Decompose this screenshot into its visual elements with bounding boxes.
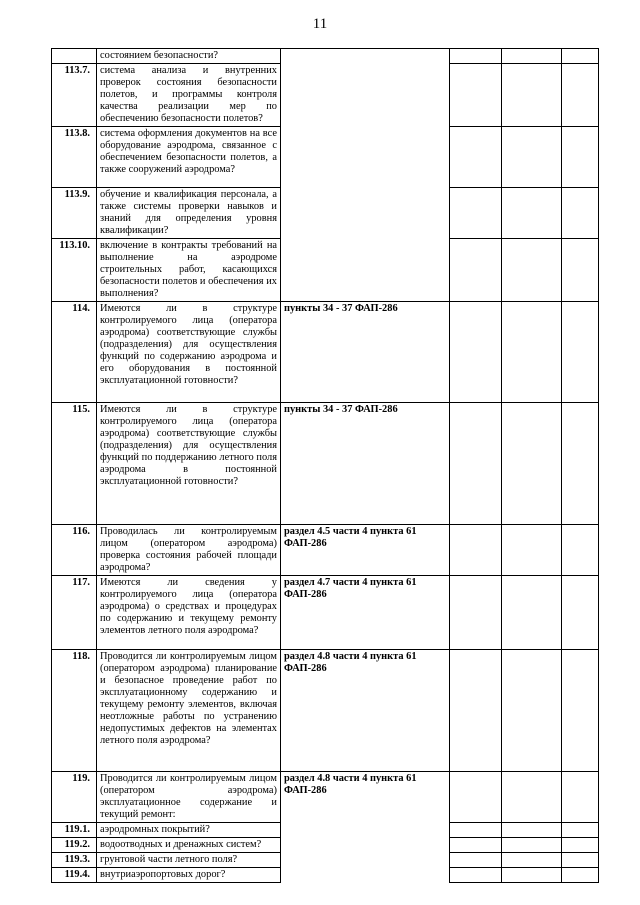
answer-cell[interactable] xyxy=(562,127,599,188)
item-number: 118. xyxy=(52,650,97,772)
table-row xyxy=(52,403,599,525)
answer-cell[interactable] xyxy=(502,823,562,838)
answer-cell[interactable] xyxy=(562,650,599,772)
answer-cell[interactable] xyxy=(502,127,562,188)
item-number: 119.4. xyxy=(52,868,97,883)
item-number xyxy=(52,49,97,64)
item-number: 119. xyxy=(52,772,97,823)
item-question: система анализа и внутренних проверок состояния безопасности полетов, и программы контроля качества реализации мер по обеспечению безопасности полетов? xyxy=(97,64,281,127)
answer-cell[interactable] xyxy=(450,525,502,576)
answer-cell[interactable] xyxy=(502,838,562,853)
answer-cell[interactable] xyxy=(502,650,562,772)
item-question: система оформления документов на все оборудование аэродрома, связанное с обеспечением безопасности полетов, а также сооружений аэродрома? xyxy=(97,127,281,188)
item-number: 114. xyxy=(52,302,97,403)
answer-cell[interactable] xyxy=(502,403,562,525)
answer-cell[interactable] xyxy=(450,302,502,403)
table-row xyxy=(52,650,599,772)
table-row xyxy=(52,525,599,576)
item-question: состоянием безопасности? xyxy=(97,49,281,64)
item-reference xyxy=(281,49,450,302)
answer-cell[interactable] xyxy=(450,853,502,868)
answer-cell[interactable] xyxy=(502,525,562,576)
item-question: грунтовой части летного поля? xyxy=(97,853,281,868)
answer-cell[interactable] xyxy=(502,868,562,883)
answer-cell[interactable] xyxy=(562,239,599,302)
answer-cell[interactable] xyxy=(450,188,502,239)
answer-cell[interactable] xyxy=(562,576,599,650)
answer-cell[interactable] xyxy=(450,823,502,838)
item-number: 116. xyxy=(52,525,97,576)
answer-cell[interactable] xyxy=(450,838,502,853)
page-number: 11 xyxy=(312,16,328,32)
answer-cell[interactable] xyxy=(562,823,599,838)
answer-cell[interactable] xyxy=(450,64,502,127)
answer-cell[interactable] xyxy=(450,49,502,64)
answer-cell[interactable] xyxy=(562,49,599,64)
answer-cell[interactable] xyxy=(450,403,502,525)
answer-cell[interactable] xyxy=(502,64,562,127)
item-number: 119.2. xyxy=(52,838,97,853)
answer-cell[interactable] xyxy=(450,868,502,883)
item-reference: раздел 4.8 части 4 пункта 61 ФАП-286 xyxy=(281,772,450,883)
item-number: 113.9. xyxy=(52,188,97,239)
table-row xyxy=(52,772,599,823)
answer-cell[interactable] xyxy=(562,838,599,853)
answer-cell[interactable] xyxy=(450,239,502,302)
item-question: внутриаэропортовых дорог? xyxy=(97,868,281,883)
answer-cell[interactable] xyxy=(502,302,562,403)
answer-cell[interactable] xyxy=(562,403,599,525)
answer-cell[interactable] xyxy=(502,188,562,239)
answer-cell[interactable] xyxy=(562,868,599,883)
table-row xyxy=(52,302,599,403)
item-number: 119.3. xyxy=(52,853,97,868)
item-number: 113.8. xyxy=(52,127,97,188)
table-row xyxy=(52,49,599,64)
answer-cell[interactable] xyxy=(562,188,599,239)
item-question: водоотводных и дренажных систем? xyxy=(97,838,281,853)
answer-cell[interactable] xyxy=(562,302,599,403)
answer-cell[interactable] xyxy=(502,576,562,650)
item-question: Проводится ли контролируемым лицом (оператором аэродрома) планирование и безопасное проведение работ по эксплуатационному содержанию и текущему ремонту элементов, включая неотложные работы по устранению недопустимых дефектов на элементах летного поля аэродрома? xyxy=(97,650,281,772)
item-number: 117. xyxy=(52,576,97,650)
answer-cell[interactable] xyxy=(450,650,502,772)
item-reference: раздел 4.8 части 4 пункта 61 ФАП-286 xyxy=(281,650,450,772)
item-number: 119.1. xyxy=(52,823,97,838)
item-number: 113.7. xyxy=(52,64,97,127)
item-question: Имеются ли в структуре контролируемого лица (оператора аэродрома) соответствующие службы (подразделения) для осуществления функций по поддержанию летного поля аэродрома в постоянной эксплуатационной готовности? xyxy=(97,403,281,525)
answer-cell[interactable] xyxy=(450,576,502,650)
answer-cell[interactable] xyxy=(450,127,502,188)
answer-cell[interactable] xyxy=(562,853,599,868)
answer-cell[interactable] xyxy=(502,239,562,302)
answer-cell[interactable] xyxy=(502,772,562,823)
answer-cell[interactable] xyxy=(502,853,562,868)
item-number: 115. xyxy=(52,403,97,525)
answer-cell[interactable] xyxy=(450,772,502,823)
item-question: аэродромных покрытий? xyxy=(97,823,281,838)
item-number: 113.10. xyxy=(52,239,97,302)
item-question: Проводится ли контролируемым лицом (оператором аэродрома) эксплуатационное содержание и текущий ремонт: xyxy=(97,772,281,823)
answer-cell[interactable] xyxy=(502,49,562,64)
item-question: Имеются ли в структуре контролируемого лица (оператора аэродрома) соответствующие службы (подразделения) для осуществления функций по содержанию аэродрома и его оборудования в постоянной эксплуатационной готовности? xyxy=(97,302,281,403)
item-reference: пункты 34 - 37 ФАП-286 xyxy=(281,302,450,403)
item-reference: пункты 34 - 37 ФАП-286 xyxy=(281,403,450,525)
item-question: включение в контракты требований на выполнение на аэродроме строительных работ, касающихся безопасности полетов и обеспечения их выполнения? xyxy=(97,239,281,302)
item-question: Имеются ли сведения у контролируемого лица (оператора аэродрома) о средствах и процедурах по содержанию и текущему ремонту элементов летного поля аэродрома? xyxy=(97,576,281,650)
item-reference: раздел 4.7 части 4 пункта 61 ФАП-286 xyxy=(281,576,450,650)
item-reference: раздел 4.5 части 4 пункта 61 ФАП-286 xyxy=(281,525,450,576)
table-row xyxy=(52,576,599,650)
item-question: обучение и квалификация персонала, а также системы проверки навыков и знаний для определения уровня квалификации? xyxy=(97,188,281,239)
answer-cell[interactable] xyxy=(562,772,599,823)
answer-cell[interactable] xyxy=(562,525,599,576)
checklist-table xyxy=(51,48,599,883)
answer-cell[interactable] xyxy=(562,64,599,127)
item-question: Проводилась ли контролируемым лицом (оператором аэродрома) проверка состояния рабочей площади аэродрома? xyxy=(97,525,281,576)
